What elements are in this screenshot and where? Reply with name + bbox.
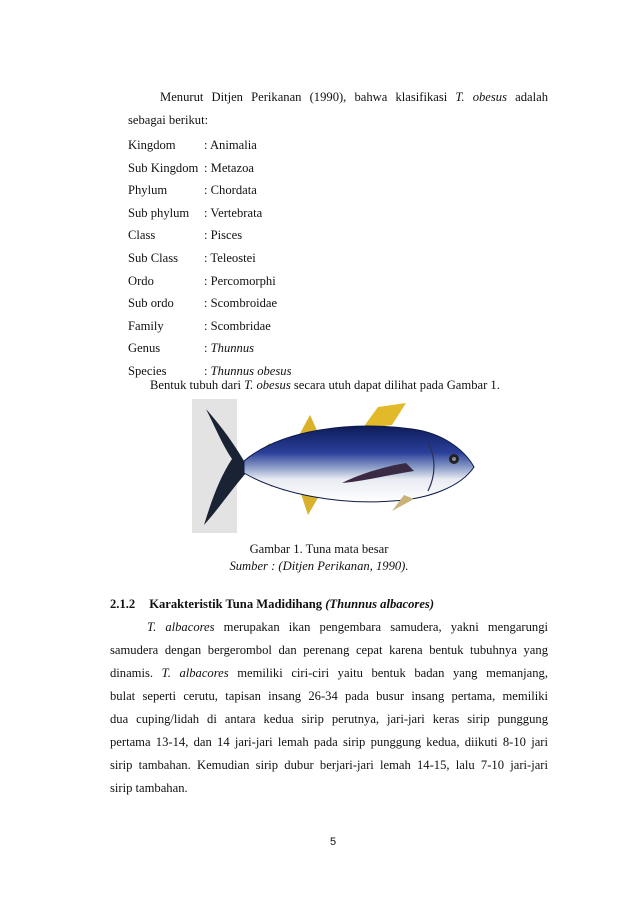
taxonomy-value: : Teleostei xyxy=(204,251,256,265)
taxonomy-value: : Scombridae xyxy=(204,318,271,333)
taxonomy-value: : Percomorphi xyxy=(204,273,276,288)
taxonomy-rank: Sub phylum xyxy=(128,205,190,220)
body-line-7: sirip tambahan. Kemudian sirip dubur berjari-jari lemah 14-15, lalu 7-10 jari-jari xyxy=(110,758,548,772)
taxonomy-rank: Sub Kingdom xyxy=(128,160,199,175)
taxonomy-rank: Kingdom xyxy=(128,138,176,152)
taxonomy-rank: Species xyxy=(128,364,167,378)
taxonomy-rank: Phylum xyxy=(128,183,168,198)
figure-caption: Gambar 1. Tuna mata besar xyxy=(249,542,389,556)
taxonomy-value: : Pisces xyxy=(204,228,243,243)
body-line-6: pertama 13-14, dan 14 jari-jari lemah pada sirip punggung kedua, diikuti 8-10 jari xyxy=(110,735,548,749)
body-line-8: sirip tambahan. xyxy=(110,781,188,795)
intro-line-1: Menurut Ditjen Perikanan (1990), bahwa klasifikasi T. obesus adalah xyxy=(160,90,548,104)
taxonomy-value: : Metazoa xyxy=(204,160,254,175)
figure-intro: Bentuk tubuh dari T. obesus secara utuh dapat dilihat pada Gambar 1. xyxy=(150,378,500,392)
body-line-2: samudera dengan bergerombol dan perenang cepat karena bentuk tubuhnya yang xyxy=(110,643,548,657)
taxonomy-rank: Sub Class xyxy=(128,251,179,265)
section-title: Karakteristik Tuna Madidihang xyxy=(149,597,326,611)
body-line-4: bulat seperti cerutu, tapisan insang 26-34 pada busur insang pertama, memiliki xyxy=(110,689,548,703)
taxonomy-value: : Thunnus xyxy=(204,341,255,356)
taxonomy-rank: Class xyxy=(128,228,156,243)
tuna-illustration xyxy=(192,399,482,533)
taxonomy-rank: Family xyxy=(128,318,164,333)
figure-source: Sumber : (Ditjen Perikanan, 1990). xyxy=(229,559,409,573)
intro-line-2: sebagai berikut: xyxy=(128,113,209,127)
body-line-3: dinamis. T. albacores memiliki ciri-ciri yaitu bentuk badan yang memanjang, xyxy=(110,666,548,680)
taxonomy-value: : Animalia xyxy=(204,138,257,152)
taxonomy-value: : Thunnus obesus xyxy=(204,364,292,378)
taxonomy-rank: Sub ordo xyxy=(128,296,174,311)
taxonomy-value: : Chordata xyxy=(204,183,257,198)
section-number: 2.1.2 xyxy=(110,597,136,611)
section-heading: 2.1.2 Karakteristik Tuna Madidihang (Thunnus albacores) xyxy=(110,597,435,611)
taxonomy-rank: Ordo xyxy=(128,273,154,288)
page-number: 5 xyxy=(330,836,337,848)
taxonomy-value: : Scombroidae xyxy=(204,296,278,311)
taxonomy-value: : Vertebrata xyxy=(204,205,263,220)
body-line-5: dua cuping/lidah di antara kedua sirip perutnya, jari-jari keras sirip punggung xyxy=(110,712,548,726)
taxonomy-rank: Genus xyxy=(128,341,161,356)
body-line-1: T. albacores merupakan ikan pengembara samudera, yakni mengarungi xyxy=(147,620,548,634)
tuna-drawing xyxy=(192,399,482,533)
